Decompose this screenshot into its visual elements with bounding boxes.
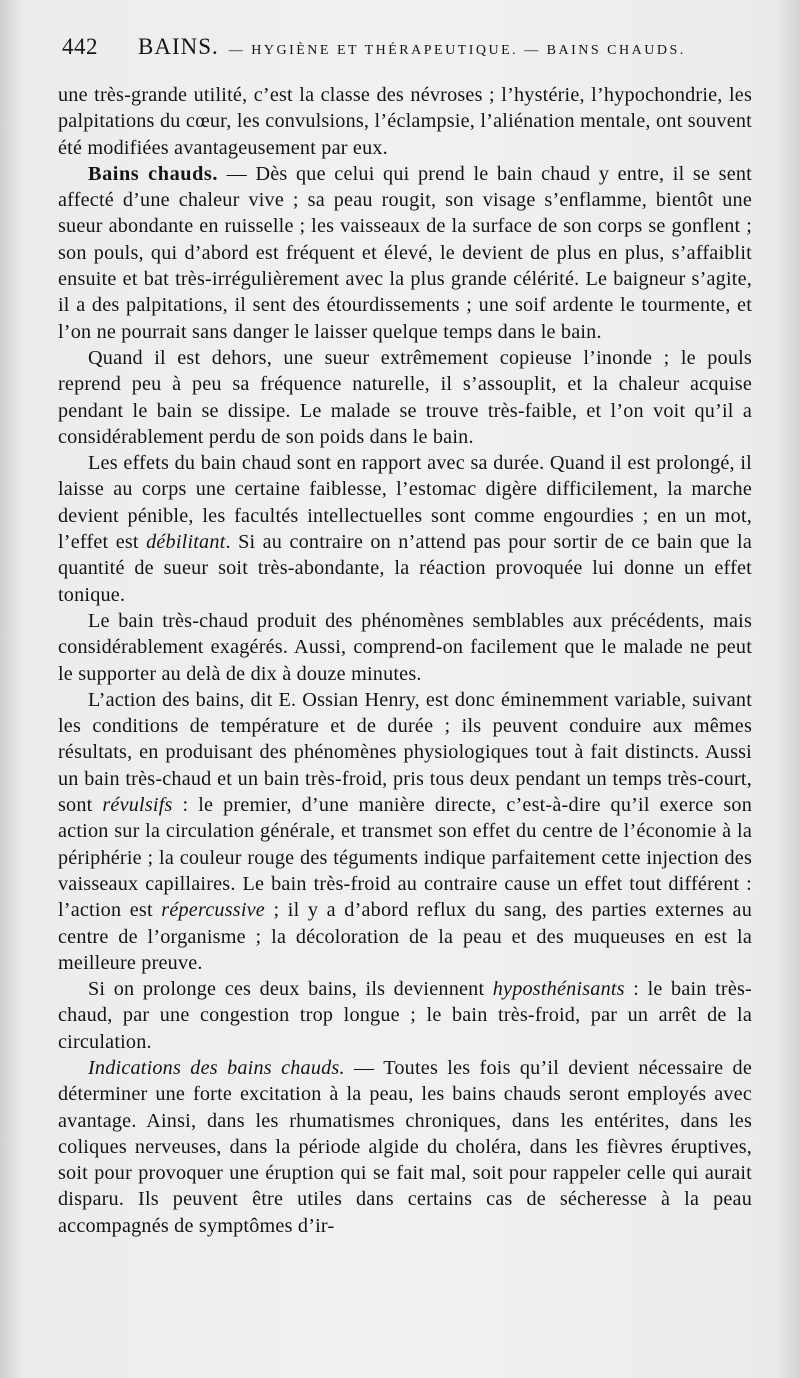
page-number: 442: [62, 34, 98, 59]
text-run: ; il y a d’abord reflux du sang, des parties externes au centre de l’organisme ; la décoloration de la peau et des muqueuses en est la meilleure preuve.: [58, 899, 753, 974]
paragraph: [58, 450, 752, 608]
italic-term: répercussive: [161, 899, 265, 922]
text-run: Les effets du bain chaud sont en rapport avec sa durée. Quand il est prolongé, il laisse au corps une certaine faiblesse, l’estomac digère difficilement, la marche devient pénible, les facultés intellectuelles sont comme engourdies ; en un mot, l’effet est: [58, 452, 752, 554]
paragraph: [58, 161, 752, 345]
text-run: L’action des bains, dit E. Ossian Henry, est donc éminemment variable, suivant les conditions de température et de durée ; ils peuvent conduire aux mêmes résultats, en produisant des phénomènes physiologiques tout à fait distincts. Aussi un bain très-chaud et un bain très-froid, pris tous deux pendant un temps très-court, sont: [58, 688, 752, 817]
text-run: : le bain très-chaud, par une congestion trop longue ; le bain très-froid, par un arrêt de la circulation.: [58, 978, 752, 1053]
running-head: [62, 34, 752, 60]
italic-term: révulsifs: [102, 794, 173, 817]
paragraph: [58, 82, 752, 161]
text-run: — Toutes les fois qu’il devient nécessaire de déterminer une forte excitation à la peau, les bains chauds seront employés avec avantage. Ainsi, dans les rhumatismes chroniques, dans les entérites, dans les coliques nerveuses, dans la période algide du choléra, dans les fièvres éruptives, soit pour provoquer une éruption qui se fait mal, soit pour rappeler celle qui aurait disparu. Ils peuvent être utiles dans certains cas de sécheresse à la peau accompagnés de symptômes d’ir-: [58, 1056, 752, 1237]
paragraph: [58, 1055, 752, 1239]
body-text: [58, 82, 752, 1239]
text-run: Le bain très-chaud produit des phénomènes semblables aux précédents, mais considérablement exagérés. Aussi, comprend-on facilement que le malade ne peut le supporter au delà de dix à douze minutes.: [58, 609, 752, 685]
section-heading: Bains chauds.: [88, 162, 219, 185]
paragraph: [58, 608, 752, 687]
italic-term: débilitant: [146, 531, 226, 554]
paragraph: [58, 345, 752, 450]
text-run: Si on prolonge ces deux bains, ils deviennent: [88, 978, 493, 1001]
italic-term: hyposthénisants: [492, 978, 625, 1001]
text-run: une très-grande utilité, c’est la classe des névroses ; l’hystérie, l’hypochondrie, les palpitations du cœur, les convulsions, l’éclampsie, l’aliénation mentale, ont souvent été modifiées avantageusement par eux.: [58, 84, 752, 159]
paragraph: [58, 687, 752, 976]
running-head-title: BAINS.: [138, 34, 219, 59]
text-run: — Dès que celui qui prend le bain chaud y entre, il se sent affecté d’une chaleur vive ; sa peau rougit, son visage s’enflamme, bientôt une sueur abondante en ruisselle ; les vaisseaux de la surface de son corps se gonflent ; son pouls, qui d’abord est fréquent et élevé, le devient de plus en plus, s’affaiblit ensuite et bat très-irrégulièrement avec la plus grande célérité. Le baigneur s’agite, il a des palpitations, il sent des étourdissements ; une soif ardente le tourmente, et l’on ne pourrait sans danger le laisser quelque temps dans le bain.: [58, 162, 752, 343]
text-run: : le premier, d’une manière directe, c’est-à-dire qu’il exerce son action sur la circulation générale, et transmet son effet du centre de l’économie à la périphérie ; la couleur rouge des téguments indique parfaitement cette injection des vaisseaux capillaires. Le bain très-froid au contraire cause un effet tout différent : l’action est: [58, 794, 752, 922]
text-run: . Si au contraire on n’attend pas pour sortir de ce bain que la quantité de sueur soit très-abondante, la réaction provoquée lui donne un effet tonique.: [58, 531, 752, 606]
paragraph: [58, 976, 752, 1055]
text-run: Quand il est dehors, une sueur extrêmement copieuse l’inonde ; le pouls reprend peu à peu sa fréquence naturelle, il s’assouplit, et la chaleur acquise pendant le bain se dissipe. Le malade se trouve très-faible, et l’on voit qu’il a considérablement perdu de son poids dans le bain.: [58, 346, 752, 448]
running-head-subtitle: — HYGIÈNE ET THÉRAPEUTIQUE. — BAINS CHAUDS.: [228, 43, 686, 58]
italic-term: Indications des bains chauds.: [88, 1056, 345, 1079]
